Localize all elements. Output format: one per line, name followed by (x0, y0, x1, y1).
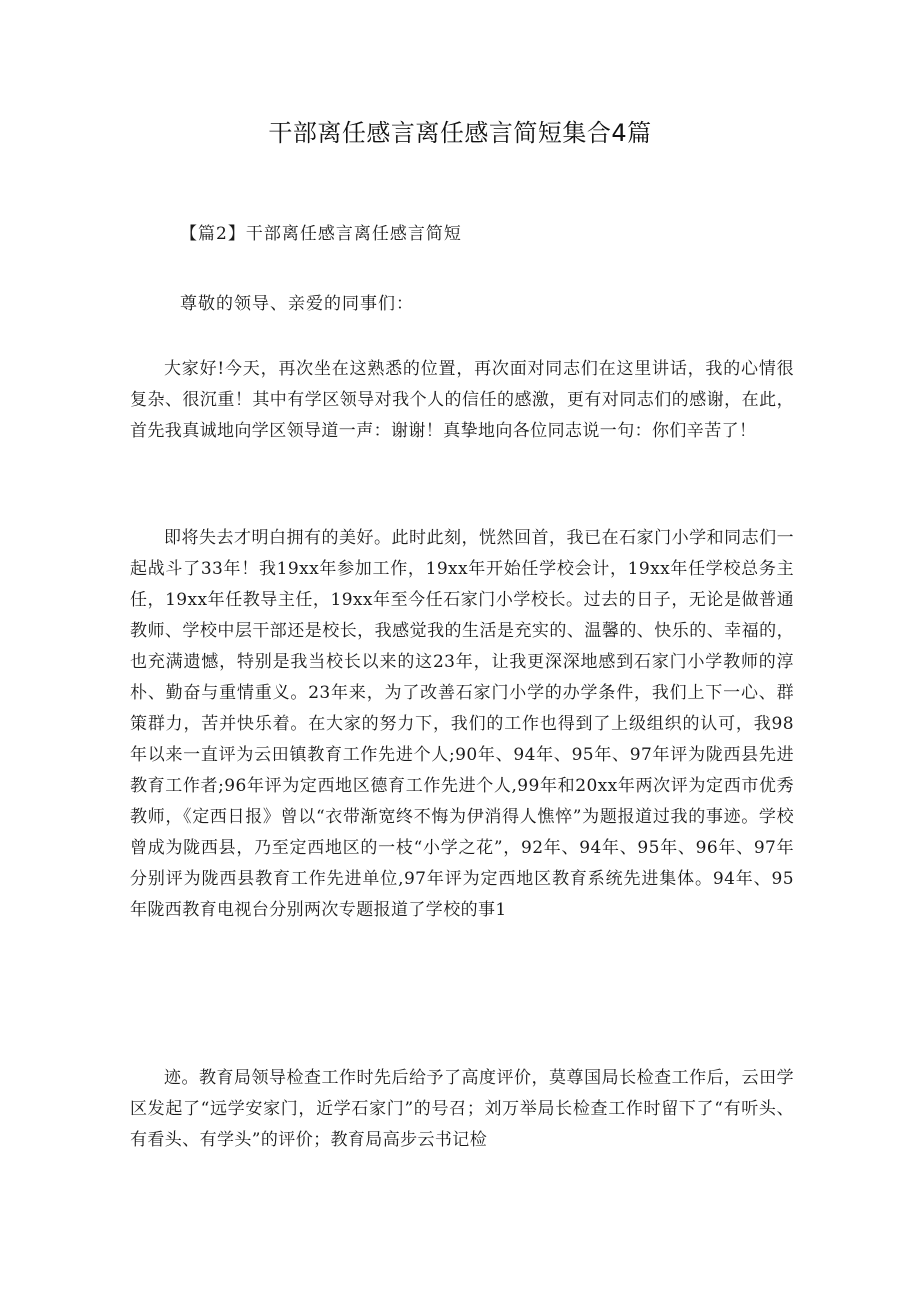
paragraph-greeting: 大家好!今天，再次坐在这熟悉的位置，再次面对同志们在这里讲话，我的心情很复杂、很沉重！其中有学区领导对我个人的信任的感激，更有对同志们的感谢，在此，首先我真诚地向学区领导道一声：谢谢！真挚地向各位同志说一句：你们辛苦了！ (130, 359, 794, 441)
salutation: 尊敬的领导、亲爱的同事们： (180, 294, 414, 314)
paragraph-achievements: 迹。教育局领导检查工作时先后给予了高度评价，莫尊国局长检查工作后，云田学区发起了“远学安家门，近学石家门”的号召；刘万举局长检查工作时留下了“有听头、有看头、有学头”的评价；教育局高步云书记检 (130, 1068, 794, 1150)
document-title: 干部离任感言离任感言简短集合4篇 (268, 119, 652, 147)
section-heading: 【篇2】干部离任感言离任感言简短 (180, 224, 462, 244)
paragraph-career: 即将失去才明白拥有的美好。此时此刻，恍然回首，我已在石家门小学和同志们一起战斗了33年！我19xx年参加工作，19xx年开始任学校会计，19xx年任学校总务主任，19xx年任教导主任，19xx年至今任石家门小学校长。过去的日子，无论是做普通教师、学校中层干部还是校长，我感觉我的生活是充实的、温馨的、快乐的、幸福的，也充满遗憾，特别是我当校长以来的这23年，让我更深深地感到石家门小学教师的淳朴、勤奋与重情重义。23年来，为了改善石家门小学的办学条件，我们上下一心、群策群力，苦并快乐着。在大家的努力下，我们的工作也得到了上级组织的认可，我98年以来一直评为云田镇教育工作先进个人;90年、94年、95年、97年评为陇西县先进教育工作者;96年评为定西地区德育工作先进个人,99年和20xx年两次评为定西市优秀教师，《定西日报》曾以“衣带渐宽终不悔为伊消得人憔悴”为题报道过我的事迹。学校曾成为陇西县，乃至定西地区的一枝“小学之花”，92年、94年、95年、96年、97年分别评为陇西县教育工作先进单位,97年评为定西地区教育系统先进集体。94年、95年陇西教育电视台分别两次专题报道了学校的事1 (130, 528, 794, 920)
